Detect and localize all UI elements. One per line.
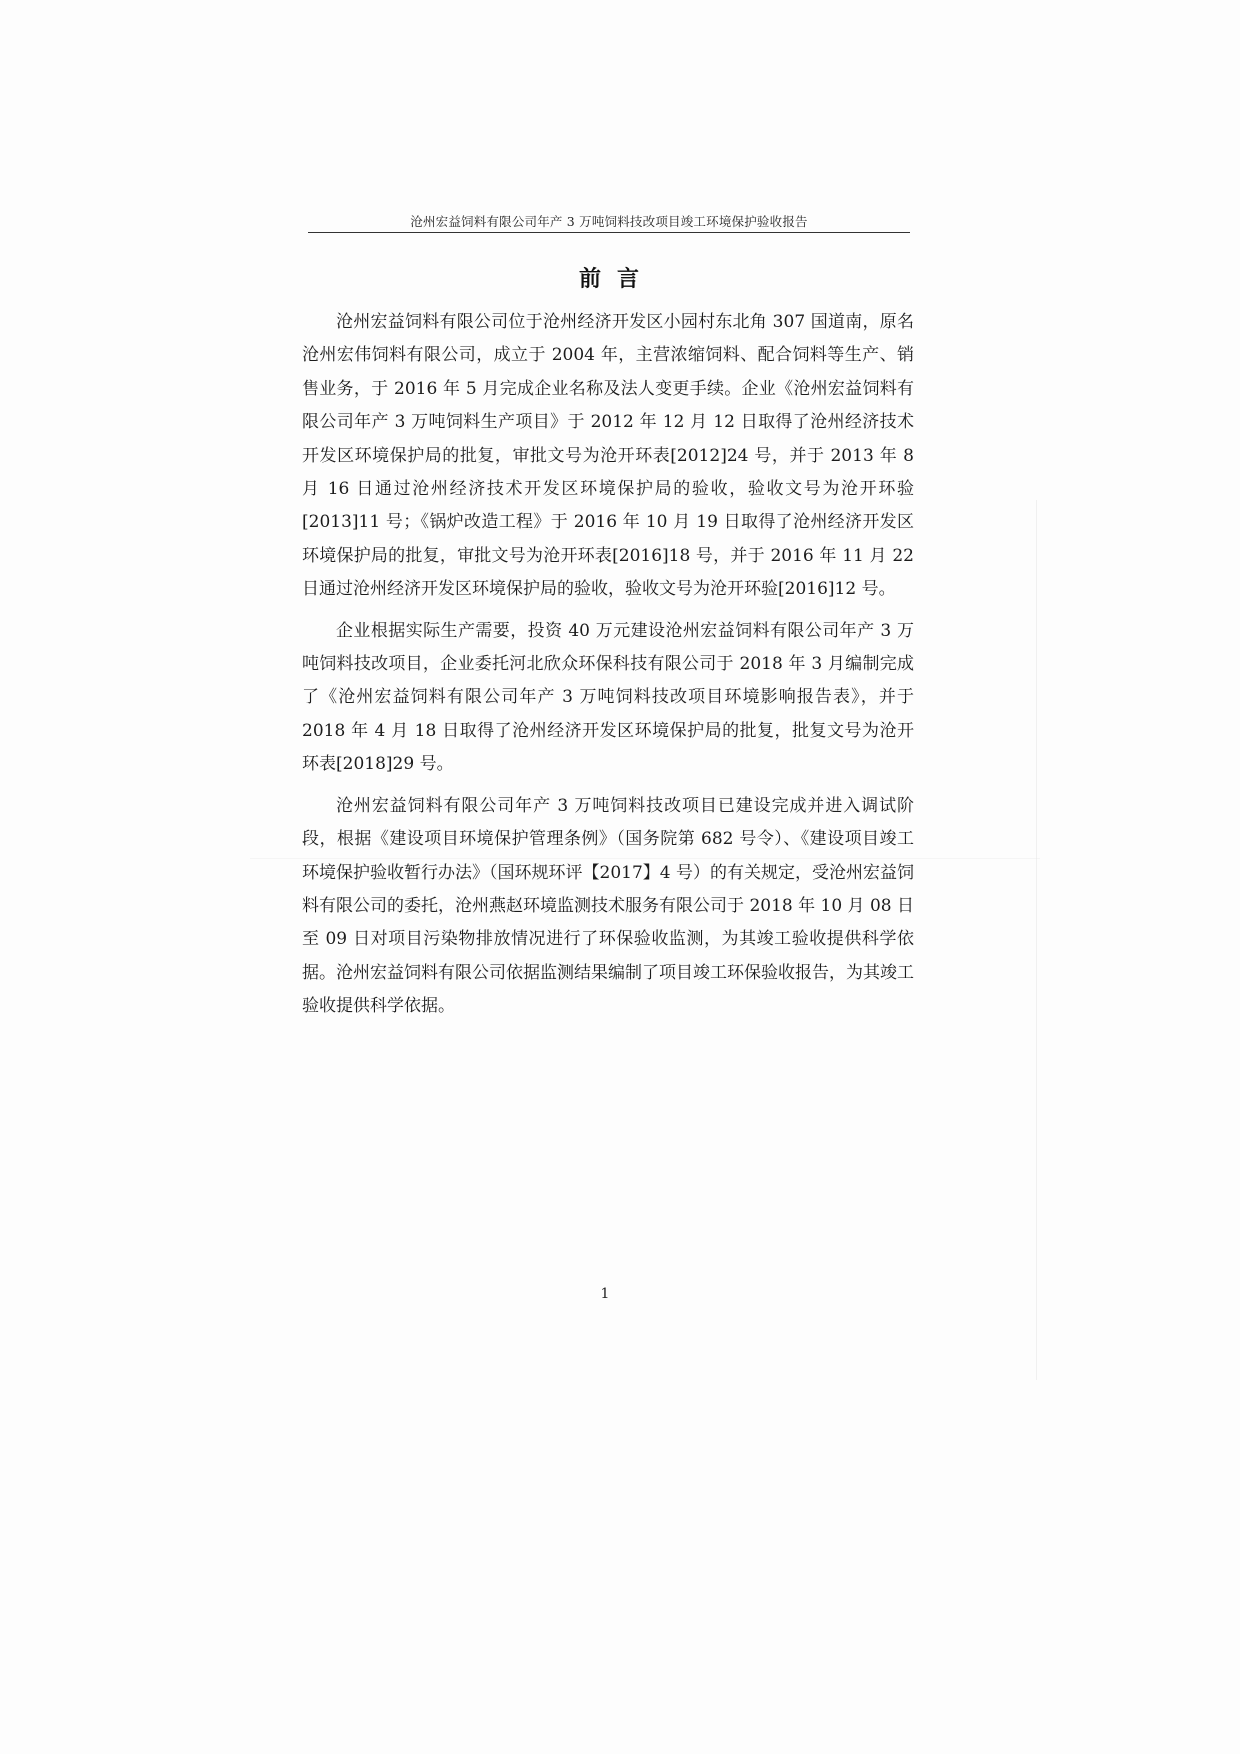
running-header: 沧州宏益饲料有限公司年产 3 万吨饲料技改项目竣工环境保护验收报告 <box>410 214 808 229</box>
header-rule <box>308 232 910 233</box>
body-text <box>302 306 914 1032</box>
page-title: 前言 <box>578 266 655 292</box>
scan-artifact-line <box>1036 500 1037 1380</box>
page-number: 1 <box>600 1286 610 1302</box>
paragraph-2: 企业根据实际生产需要，投资 40 万元建设沧州宏益饲料有限公司年产 3 万吨饲料技改项目，企业委托河北欣众环保科技有限公司于 2018 年 3 月编制完成了《沧州宏益饲料有限公司年产 3 万吨饲料技改项目环境影响报告表》，并于 2018 年 4 月 18 日取得了沧州经济开发区环境保护局的批复，批复文号为沧开环表[2018]29 号。 <box>302 620 914 775</box>
scan-artifact-line <box>250 858 1040 859</box>
paragraph-3: 沧州宏益饲料有限公司年产 3 万吨饲料技改项目已建设完成并进入调试阶段，根据《建设项目环境保护管理条例》（国务院第 682 号令）、《建设项目竣工环境保护验收暂行办法》（国环规环评【2017】4 号）的有关规定，受沧州宏益饲料有限公司的委托，沧州燕赵环境监测技术服务有限公司于 2018 年 10 月 08 日至 09 日对项目污染物排放情况进行了环保验收监测，为其竣工验收提供科学依据。沧州宏益饲料有限公司依据监测结果编制了项目竣工环保验收报告，为其竣工验收提供科学依据。 <box>302 795 914 1017</box>
paragraph-1: 沧州宏益饲料有限公司位于沧州经济开发区小园村东北角 307 国道南，原名沧州宏伟饲料有限公司，成立于 2004 年，主营浓缩饲料、配合饲料等生产、销售业务，于 2016 年 5 月完成企业名称及法人变更手续。企业《沧州宏益饲料有限公司年产 3 万吨饲料生产项目》于 2012 年 12 月 12 日取得了沧州经济技术开发区环境保护局的批复，审批文号为沧开环表[2012]24 号，并于 2013 年 8 月 16 日通过沧州经济技术开发区环境保护局的验收，验收文号为沧开环验[2013]11 号；《锅炉改造工程》于 2016 年 10 月 19 日取得了沧州经济开发区环境保护局的批复，审批文号为沧开环表[2016]18 号，并于 2016 年 11 月 22 日通过沧州经济开发区环境保护局的验收，验收文号为沧开环验[2016]12 号。 <box>302 312 914 600</box>
